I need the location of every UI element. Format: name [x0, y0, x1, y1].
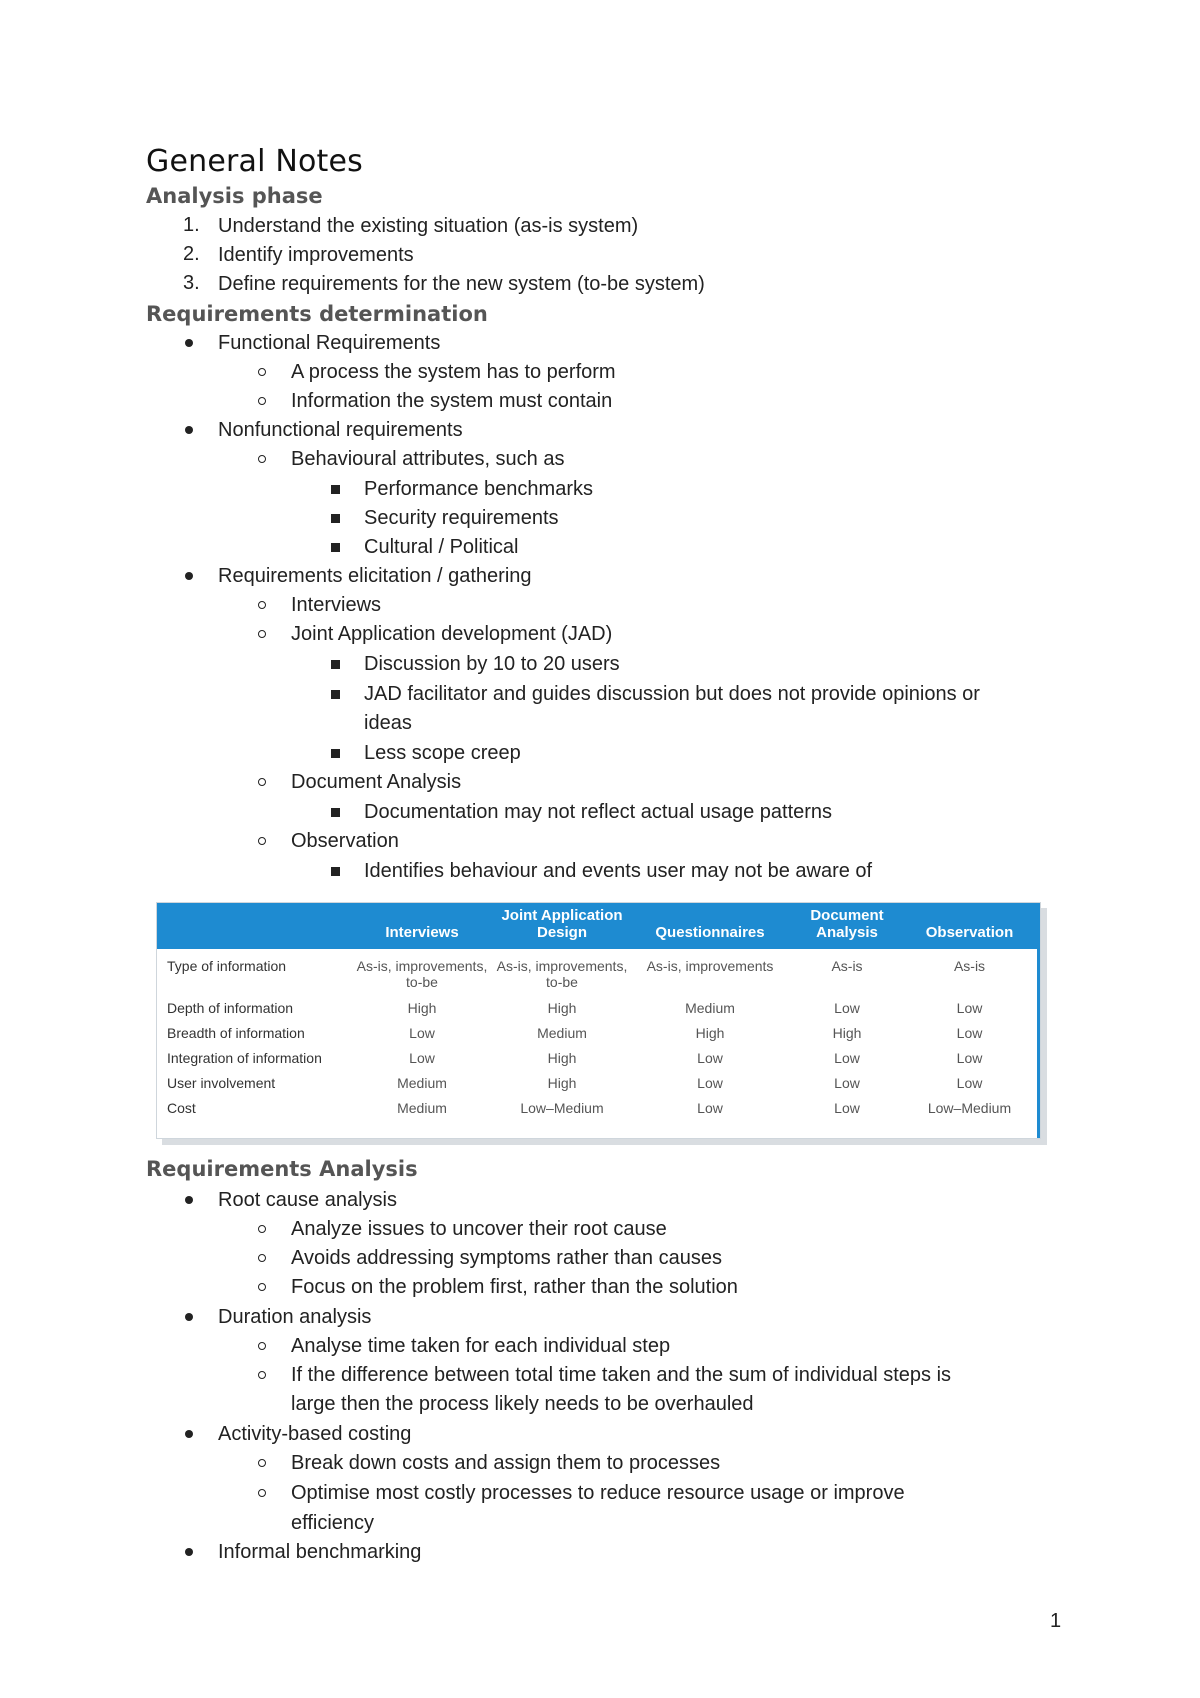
table-cell: Low — [956, 1000, 983, 1016]
column-header: Design — [536, 924, 587, 941]
table-cell: Medium — [397, 1100, 447, 1116]
list-item: Nonfunctional requirements — [218, 419, 463, 441]
bullet-icon — [331, 749, 340, 758]
list-item: Analyze issues to uncover their root cause — [291, 1218, 667, 1240]
list-item: JAD facilitator and guides discussion but does not provide opinions or — [364, 683, 980, 705]
list-item: If the difference between total time taken and the sum of individual steps is — [291, 1364, 952, 1386]
bullet-icon — [258, 1459, 266, 1467]
row-label: Type of information — [167, 958, 287, 974]
list-item: Information the system must contain — [291, 390, 613, 412]
bullet-icon — [258, 397, 266, 405]
table-cell: Low — [697, 1075, 723, 1091]
table-cell: High — [832, 1025, 862, 1041]
bullet-icon — [331, 690, 340, 699]
list-item: Identify improvements — [218, 244, 414, 266]
row-label: Integration of information — [167, 1050, 322, 1066]
bullet-icon — [185, 1313, 193, 1321]
bullet-icon — [258, 1254, 266, 1262]
analysis-phase-heading: Analysis phase — [146, 184, 323, 208]
bullet-icon — [258, 778, 266, 786]
list-item: Avoids addressing symptoms rather than causes — [291, 1247, 722, 1269]
list-item: Activity-based costing — [218, 1423, 412, 1445]
list-item: Optimise most costly processes to reduce resource usage or improve — [291, 1482, 905, 1504]
list-item: Root cause analysis — [218, 1189, 397, 1211]
list-item: Requirements elicitation / gathering — [218, 565, 532, 587]
table-cell: As-is, improvements — [646, 958, 774, 974]
bullet-icon — [185, 572, 193, 580]
list-item: Observation — [291, 830, 399, 852]
page-title: General Notes — [146, 144, 364, 179]
bullet-icon — [331, 660, 340, 669]
row-label: Depth of information — [167, 1000, 294, 1016]
bullet-icon — [185, 426, 193, 434]
table-cell: As-is — [831, 958, 863, 974]
table-cell: Low — [956, 1050, 983, 1066]
bullet-icon — [331, 543, 340, 552]
list-item: Less scope creep — [364, 742, 521, 764]
table-cell: Low — [697, 1050, 723, 1066]
table-border — [1037, 903, 1040, 1138]
bullet-icon — [258, 1225, 266, 1233]
list-item-continuation: efficiency — [291, 1512, 375, 1534]
table-cell: High — [407, 1000, 437, 1016]
list-item: Document Analysis — [291, 771, 462, 793]
table-cell: Low — [834, 1050, 860, 1066]
table-cell: High — [547, 1050, 577, 1066]
bullet-icon — [185, 1196, 193, 1204]
row-label: User involvement — [167, 1075, 276, 1091]
bullet-icon — [331, 514, 340, 523]
list-item: Identifies behaviour and events user may not be aware of — [364, 860, 873, 882]
table-cell: Low — [956, 1075, 983, 1091]
table-cell: to-be — [546, 974, 578, 990]
table-cell: to-be — [406, 974, 438, 990]
row-label: Breadth of information — [167, 1025, 305, 1041]
list-item: Define requirements for the new system (to-be system) — [218, 273, 705, 295]
table-cell: As-is, improvements, — [356, 958, 488, 974]
bullet-icon — [258, 601, 266, 609]
list-item: Performance benchmarks — [364, 478, 593, 500]
list-item: Understand the existing situation (as-is system) — [218, 215, 639, 237]
column-header: Document — [810, 907, 884, 924]
table-cell: Low — [409, 1025, 435, 1041]
bullet-icon — [258, 455, 266, 463]
elicitation-comparison-table — [156, 902, 1041, 1139]
list-item: A process the system has to perform — [291, 361, 616, 383]
requirements-analysis-heading: Requirements Analysis — [146, 1157, 418, 1181]
bullet-icon — [258, 630, 266, 638]
bullet-icon — [258, 1283, 266, 1291]
list-item: Analyse time taken for each individual step — [291, 1335, 671, 1357]
bullet-icon — [185, 1430, 193, 1438]
table-cell: Medium — [685, 1000, 735, 1016]
list-item: Cultural / Political — [364, 536, 519, 558]
bullet-icon — [331, 867, 340, 876]
table-cell: Low — [834, 1075, 860, 1091]
list-item: Joint Application development (JAD) — [291, 623, 613, 645]
list-item: Informal benchmarking — [218, 1541, 422, 1563]
table-cell: Low — [834, 1100, 860, 1116]
table-cell: Low–Medium — [520, 1100, 604, 1116]
list-item: Focus on the problem first, rather than the solution — [291, 1276, 738, 1298]
list-number: 2. — [183, 243, 200, 265]
column-header: Analysis — [816, 924, 878, 941]
list-number: 3. — [183, 272, 200, 294]
row-label: Cost — [167, 1100, 196, 1116]
table-cell: High — [695, 1025, 725, 1041]
list-item: Duration analysis — [218, 1306, 372, 1328]
list-item: Documentation may not reflect actual usage patterns — [364, 801, 833, 823]
table-cell: As-is — [953, 958, 986, 974]
bullet-icon — [185, 339, 193, 347]
table-cell: Low — [409, 1050, 435, 1066]
column-header: Observation — [925, 924, 1014, 941]
column-header: Interviews — [385, 924, 459, 941]
table-cell: High — [547, 1000, 577, 1016]
table-cell: Low — [834, 1000, 860, 1016]
requirements-determination-heading: Requirements determination — [146, 302, 488, 326]
bullet-icon — [331, 808, 340, 817]
bullet-icon — [258, 1371, 266, 1379]
list-item: Break down costs and assign them to processes — [291, 1452, 721, 1474]
bullet-icon — [258, 368, 266, 376]
table-cell: High — [547, 1075, 577, 1091]
table-cell: Low — [697, 1100, 723, 1116]
table-cell: Medium — [537, 1025, 587, 1041]
column-header: Joint Application — [501, 907, 623, 924]
bullet-icon — [258, 837, 266, 845]
bullet-icon — [258, 1342, 266, 1350]
list-item: Interviews — [291, 594, 382, 616]
page-number: 1 — [1050, 1610, 1062, 1632]
bullet-icon — [258, 1489, 266, 1497]
list-item: Security requirements — [364, 507, 559, 529]
list-item: Functional Requirements — [218, 332, 441, 354]
list-number: 1. — [183, 214, 200, 236]
list-item-continuation: ideas — [364, 712, 412, 734]
bullet-icon — [185, 1548, 193, 1556]
column-header: Questionnaires — [655, 924, 765, 941]
list-item: Discussion by 10 to 20 users — [364, 653, 620, 675]
bullet-icon — [331, 485, 340, 494]
list-item: Behavioural attributes, such as — [291, 448, 565, 470]
table-cell: As-is, improvements, — [496, 958, 628, 974]
table-cell: Low — [956, 1025, 983, 1041]
table-cell: Low–Medium — [927, 1100, 1012, 1116]
list-item-continuation: large then the process likely needs to be overhauled — [291, 1393, 754, 1415]
table-cell: Medium — [397, 1075, 447, 1091]
